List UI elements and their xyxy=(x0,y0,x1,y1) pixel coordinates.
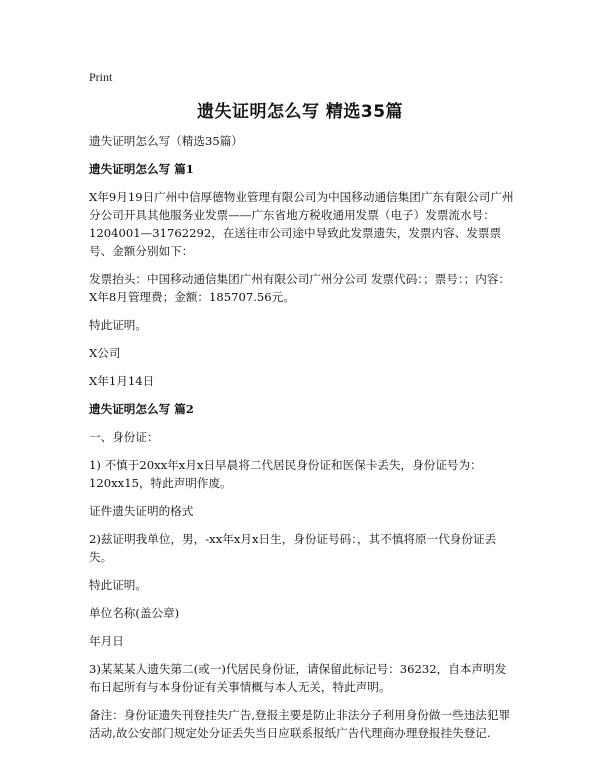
paragraph: X公司 xyxy=(89,346,121,360)
paragraph: 备注：身份证遗失刊登挂失广告,登报主要是防止非法分子利用身份做一些违法犯罪活动,故公安部门规定处分证丢失当日应联系报纸广告代理商办理登报挂失登记. xyxy=(89,708,511,740)
paragraph: 2)兹证明我单位，男，-xx年x月x日生，身份证号码：，其不慎将原一代身份证丢失。 xyxy=(89,532,497,564)
document-subtitle: 遗失证明怎么写（精选35篇） xyxy=(89,134,243,148)
paragraph: 证件遗失证明的格式 xyxy=(89,504,194,518)
paragraph: 特此证明。 xyxy=(89,318,147,332)
section-heading-2: 遗失证明怎么写 篇2 xyxy=(89,402,194,416)
print-label: Print xyxy=(89,70,113,84)
page-title: 遗失证明怎么写 精选35篇 xyxy=(196,102,404,122)
paragraph: 一、身份证： xyxy=(89,430,159,444)
paragraph: X年1月14日 xyxy=(89,374,155,388)
section-heading-1: 遗失证明怎么写 篇1 xyxy=(89,162,194,176)
paragraph: 特此证明。 xyxy=(89,578,147,592)
paragraph: 3)某某某人遗失第二(或一)代居民身份证，请保留此标记号：36232，自本声明发布日起所有与本身份证有关事情概与本人无关，特此声明。 xyxy=(89,662,507,694)
paragraph: 发票抬头：中国移动通信集团广州有限公司广州分公司 发票代码：；票号：；内容：X年8月管理费；金额：185707.56元。 xyxy=(89,272,511,304)
paragraph: X年9月19日广州中信厚德物业管理有限公司为中国移动通信集团广东有限公司广州分公司开具其他服务业发票——广东省地方税收通用发票（电子）发票流水号：1204001—31762292，在送往市公司途中导致此发票遗失，发票内容、发票票号、金额分别如下： xyxy=(89,190,514,258)
paragraph: 1) 不慎于20xx年x月x日早晨将二代居民身份证和医保卡丢失，身份证号为：120xx15，特此声明作废。 xyxy=(89,458,482,490)
paragraph: 单位名称(盖公章) xyxy=(89,606,180,620)
paragraph: 年月日 xyxy=(89,634,124,648)
document-body xyxy=(89,132,514,752)
